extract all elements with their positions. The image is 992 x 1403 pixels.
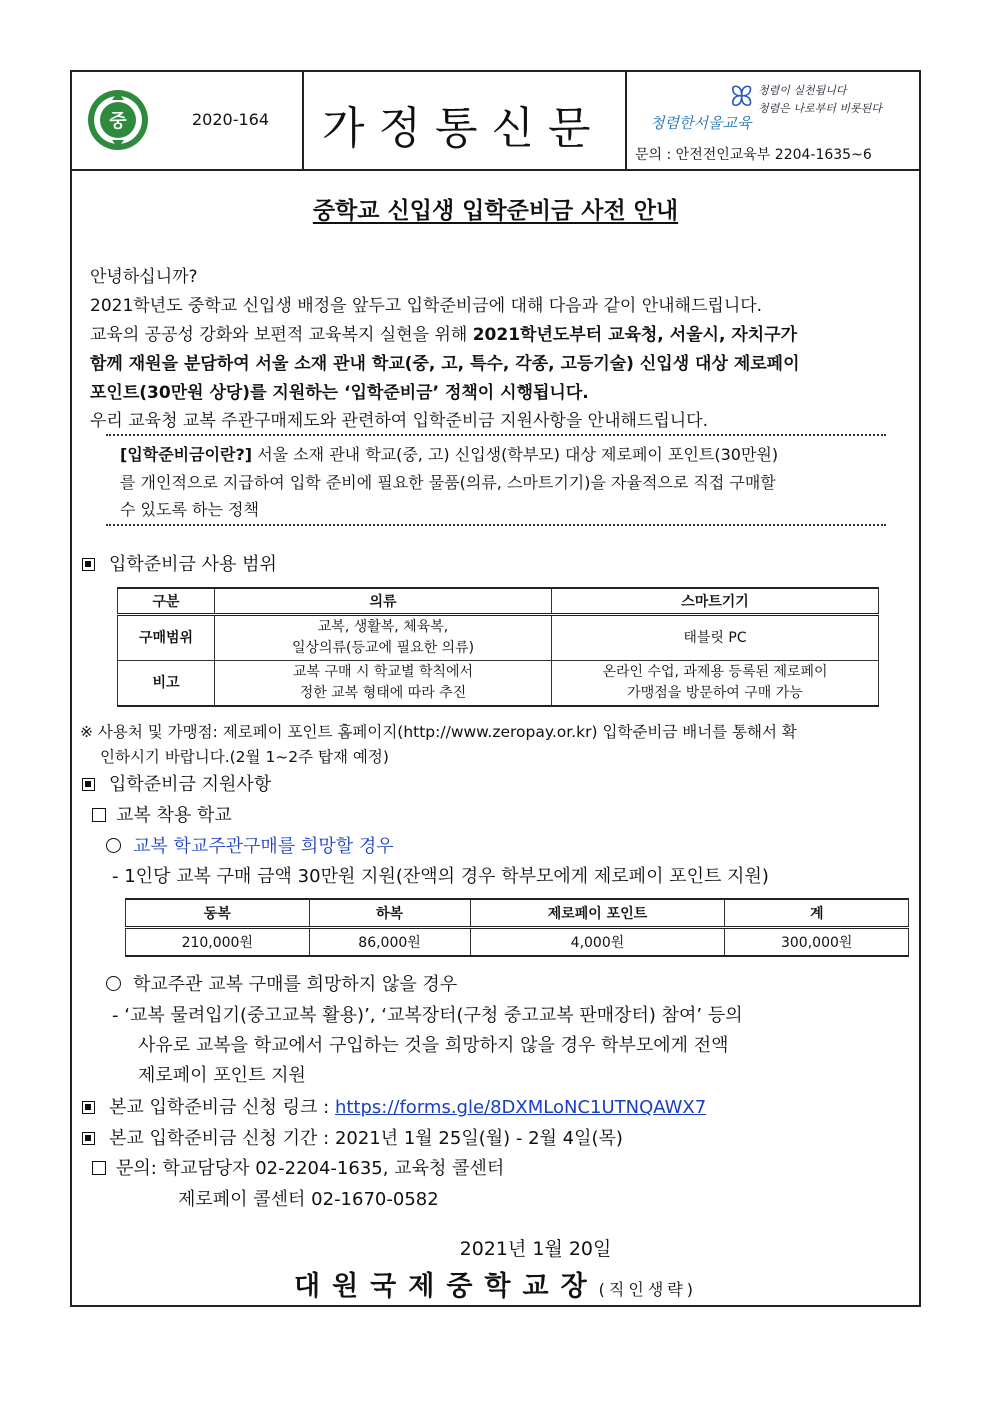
intro-line-part: 교육의 공공성 강화와 보편적 교육복지 실현을 위해 — [90, 325, 473, 345]
cell-line: 교복, 생활복, 체육복, — [317, 619, 449, 635]
document-frame — [70, 70, 921, 1307]
case-2-line: - ‘교복 물려입기(중고교복 활용)’, ‘교복장터(구청 중고교복 판매장터) 참여’ 등의 — [112, 1005, 743, 1026]
table-cell: 86,000원 — [309, 928, 470, 957]
empty-square-icon — [92, 1161, 106, 1175]
slogan-right-line1: 청렴이 실천됩니다 — [758, 84, 847, 97]
cell-line: 정한 교복 형태에 따라 추진 — [299, 685, 467, 701]
apply-link-row — [82, 1093, 706, 1119]
intro-line: 안녕하십니까? — [90, 267, 198, 287]
row-label: 구매범위 — [118, 615, 215, 661]
header-divider — [302, 72, 304, 169]
document-number: 2020-164 — [192, 110, 270, 129]
apply-link[interactable]: https://forms.gle/8DXMLoNC1UTNQAWX7 — [334, 1097, 707, 1118]
table-cell — [552, 661, 879, 707]
table-header: 동복 — [126, 899, 310, 928]
section-usage-heading — [82, 550, 277, 576]
uniform-cost-table — [125, 898, 909, 957]
definition-line: 수 있도록 하는 정책 — [120, 500, 259, 519]
header-divider — [625, 72, 627, 169]
cell-line: 일상의류(등교에 필요한 의류) — [291, 640, 475, 656]
slogan-right — [758, 82, 882, 118]
circle-bullet-icon — [106, 976, 121, 991]
table-row — [118, 615, 879, 661]
cell-line: 온라인 수업, 과제용 등록된 제로페이 — [602, 664, 828, 680]
cell-line: 태블릿 PC — [683, 629, 747, 646]
table-cell — [215, 615, 552, 661]
svg-text:중: 중 — [109, 111, 127, 132]
page-title: 가정통신문 — [322, 103, 605, 154]
dotted-divider — [106, 524, 886, 526]
definition-line — [120, 442, 778, 465]
table-cell — [215, 661, 552, 707]
case-2-title: 학교주관 교복 구매를 희망하지 않을 경우 — [133, 974, 458, 995]
section-title: 입학준비금 지원사항 — [109, 774, 272, 795]
table-header: 계 — [725, 899, 909, 928]
table-header: 하복 — [309, 899, 470, 928]
filled-square-icon — [82, 1101, 95, 1114]
intro-line-bold: 함께 재원을 분담하여 서울 소재 관내 학교(중, 고, 특수, 각종, 고등기술) 신입생 대상 제로페이 — [90, 354, 800, 374]
intro-line-bold: 2021학년도부터 교육청, 서울시, 자치구가 — [472, 325, 798, 345]
inquiry-line: 제로페이 콜센터 02-1670-0582 — [178, 1189, 439, 1210]
butterfly-icon: ꕤ — [730, 80, 754, 113]
case-1 — [106, 832, 394, 858]
subsection-title: 교복 착용 학교 — [116, 805, 232, 826]
section-support-heading — [82, 770, 271, 796]
document-title: 중학교 신입생 입학준비금 사전 안내 — [312, 198, 679, 224]
intro-line: 우리 교육청 교복 주관구매제도와 관련하여 입학준비금 지원사항을 안내해드립니다. — [90, 411, 708, 431]
signer — [72, 1264, 919, 1303]
usage-note: 인하시기 바랍니다.(2월 1~2주 탑재 예정) — [100, 748, 389, 766]
seal-note: (직인생략) — [598, 1280, 697, 1299]
intro-line: 2021학년도 중학교 신입생 배정을 앞두고 입학준비금에 대해 다음과 같이 안내해드립니다. — [90, 296, 763, 316]
signer-name: 대원국제중학교장 — [294, 1271, 599, 1302]
intro-line-bold: 포인트(30만원 상당)를 지원하는 ‘입학준비금’ 정책이 시행됩니다. — [90, 383, 589, 403]
slogan-left: 청렴한서울교육 — [650, 114, 752, 132]
usage-note: ※ 사용처 및 가맹점: 제로페이 포인트 홈페이지(http://www.zeropay.or.kr) 입학준비금 배너를 통해서 확 — [80, 723, 797, 741]
table-cell — [552, 615, 879, 661]
table-cell: 300,000원 — [725, 928, 909, 957]
apply-period-row — [82, 1124, 623, 1150]
filled-square-icon — [82, 778, 95, 791]
slogan-right-line2: 청렴은 나로부터 비롯된다 — [758, 102, 882, 115]
table-cell: 4,000원 — [470, 928, 725, 957]
case-2 — [106, 970, 457, 996]
apply-period: 본교 입학준비금 신청 기간 : 2021년 1월 25일(월) - 2월 4일(목) — [109, 1128, 623, 1149]
table-row — [118, 661, 879, 707]
inquiry-row — [92, 1154, 504, 1180]
row-label: 비고 — [118, 661, 215, 707]
school-emblem-icon — [86, 86, 150, 154]
definition-text: 서울 소재 관내 학교(중, 고) 신입생(학부모) 대상 제로페이 포인트(30만원) — [252, 445, 779, 464]
issue-date: 2021년 1월 20일 — [459, 1238, 612, 1260]
table-header: 제로페이 포인트 — [470, 899, 725, 928]
table-header: 의류 — [215, 588, 552, 615]
usage-table — [117, 587, 879, 707]
subsection-uniform — [92, 801, 232, 827]
table-row — [126, 928, 909, 957]
table-header: 구분 — [118, 588, 215, 615]
cell-line: 교복 구매 시 학교별 학칙에서 — [292, 664, 474, 680]
inquiry-line: 문의: 학교담당자 02-2204-1635, 교육청 콜센터 — [116, 1158, 505, 1179]
dotted-divider — [106, 434, 886, 436]
empty-square-icon — [92, 808, 106, 822]
section-title: 입학준비금 사용 범위 — [109, 554, 277, 575]
case-2-line: 사유로 교복을 학교에서 구입하는 것을 희망하지 않을 경우 학부모에게 전액 — [138, 1035, 729, 1056]
definition-line: 를 개인적으로 지급하여 입학 준비에 필요한 물품(의류, 스마트기기)을 자율적으로 직접 구매할 — [120, 473, 776, 492]
header — [72, 72, 919, 171]
circle-bullet-icon — [106, 838, 121, 853]
filled-square-icon — [82, 558, 95, 571]
case-1-description: - 1인당 교복 구매 금액 30만원 지원(잔액의 경우 학부모에게 제로페이 포인트 지원) — [112, 866, 769, 887]
table-cell: 210,000원 — [126, 928, 310, 957]
intro-line — [90, 320, 797, 345]
contact-info: 문의 : 안전전인교육부 2204-1635~6 — [635, 147, 872, 163]
apply-link-label: 본교 입학준비금 신청 링크 : — [109, 1097, 335, 1118]
filled-square-icon — [82, 1132, 95, 1145]
case-1-title: 교복 학교주관구매를 희망할 경우 — [133, 836, 394, 857]
case-2-line: 제로페이 포인트 지원 — [138, 1065, 306, 1086]
definition-label: [입학준비금이란?] — [120, 445, 253, 464]
table-header: 스마트기기 — [552, 588, 879, 615]
cell-line: 가맹점을 방문하여 구매 가능 — [627, 685, 803, 701]
